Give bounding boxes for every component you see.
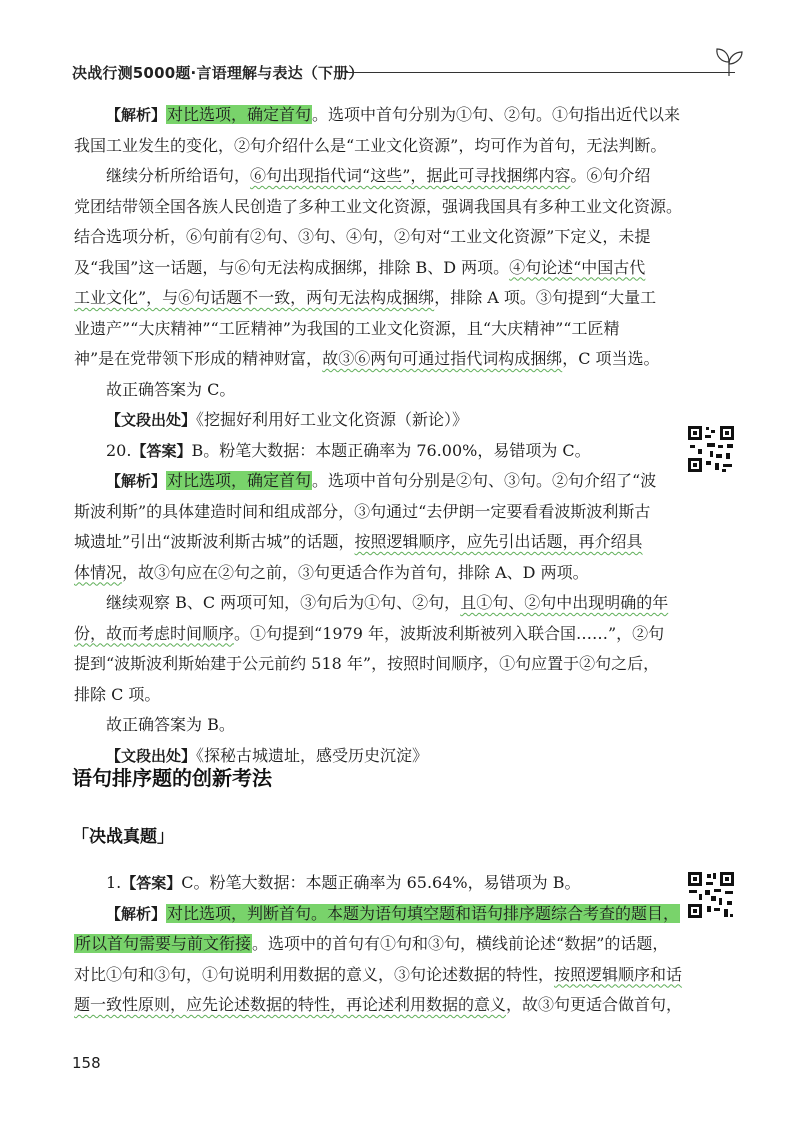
qr-code-icon[interactable] xyxy=(686,424,736,474)
main-content xyxy=(74,100,683,771)
q19-analysis-line: 我国工业发生的变化，②句介绍什么是“工业文化资源”，均可作为首句，无法判断。 xyxy=(74,135,667,155)
q20-paragraph-line: 排除 C 项。 xyxy=(74,684,161,704)
q20-analysis-line: 【解析】对比选项，确定首句。选项中首句分别是②句、③句。②句介绍了“波 xyxy=(106,471,657,490)
q20-analysis-line: 体情况，故③句应在②句之前，③句更适合作为首句，排除 A、D 两项。 xyxy=(74,562,589,582)
sprout-icon xyxy=(712,44,746,78)
q19-paragraph-line: 党团结带领全国各族人民创造了多种工业文化资源，强调我国具有多种工业文化资源。 xyxy=(74,196,683,216)
q19-analysis-line: 【解析】对比选项，确定首句。选项中首句分别为①句、②句。①句指出近代以来 xyxy=(106,105,681,124)
section-title: 语句排序题的创新考法 xyxy=(72,766,272,790)
q20-analysis-line: 城遗址”引出“波斯波利斯古城”的话题，按照逻辑顺序，应先引出话题，再介绍具 xyxy=(74,532,643,551)
q19-source: 【文段出处】《挖掘好利用好工业文化资源（新论）》 xyxy=(106,410,469,429)
q20-analysis-line: 斯波利斯”的具体建造时间和组成部分，③句通过“去伊朗一定要看看波斯波利斯古 xyxy=(74,501,651,521)
q1-analysis-line: 对比①句和③句，①句说明利用数据的意义，③句论述数据的特性，按照逻辑顺序和话 xyxy=(74,964,683,984)
q19-paragraph-line: 及“我国”这一话题，与⑥句无法构成捆绑，排除 B、D 两项。④句论述“中国古代 xyxy=(74,257,646,277)
q1-analysis-line: 题一致性原则，应先论述数据的特性，再论述利用数据的意义，故③句更适合做首句， xyxy=(74,995,683,1014)
q20-paragraph-line: 份，故而考虑时间顺序。①句提到“1979 年，波斯波利斯被列入联合国……”，②句 xyxy=(74,623,665,643)
q20-paragraph-line: 提到“波斯波利斯始建于公元前约 518 年”，按照时间顺序，①句应置于②句之后， xyxy=(74,654,660,673)
q19-paragraph-line: 继续分析所给语句，⑥句出现指代词“这些”，据此可寻找捆绑内容。⑥句介绍 xyxy=(106,166,651,185)
qr-code-icon[interactable] xyxy=(686,870,736,920)
q20-answer: 故正确答案为 B。 xyxy=(106,715,235,734)
q20-answer-line: 20.【答案】B。粉笔大数据：本题正确率为 76.00%，易错项为 C。 xyxy=(106,440,591,460)
q19-paragraph-line: 结合选项分析，⑥句前有②句、③句、④句，②句对“工业文化资源”下定义，未提 xyxy=(74,227,651,246)
header-rule xyxy=(345,72,735,73)
q1-analysis-line: 所以首句需要与前文衔接。选项中的首句有①句和③句，横线前论述“数据”的话题， xyxy=(75,934,669,953)
q20-paragraph-line: 继续观察 B、C 两项可知，③句后为①句、②句，且①句、②句中出现明确的年 xyxy=(106,593,669,612)
q19-answer: 故正确答案为 C。 xyxy=(106,379,236,399)
page-number: 158 xyxy=(72,1054,101,1072)
book-title: 决战行测5000题·言语理解与表达（下册） xyxy=(72,64,364,82)
q19-paragraph-line: 业遗产”“大庆精神”“工匠精神”为我国的工业文化资源，且“大庆精神”“工匠精 xyxy=(74,318,620,338)
q1-content xyxy=(74,868,683,1021)
q19-paragraph-line: 神”是在党带领下形成的精神财富，故③⑥两句可通过指代词构成捆绑，C 项当选。 xyxy=(74,349,660,368)
q19-paragraph-line: 工业文化”，与⑥句话题不一致，两句无法构成捆绑，排除 A 项。③句提到“大量工 xyxy=(74,288,657,307)
q1-answer-line: 1.【答案】C。粉笔大数据：本题正确率为 65.64%，易错项为 B。 xyxy=(106,873,581,892)
q20-source: 【文段出处】《探秘古城遗址，感受历史沉淀》 xyxy=(106,745,429,765)
section-subtitle: 「决战真题」 xyxy=(72,827,174,847)
page-header xyxy=(70,52,750,82)
q1-analysis-line: 【解析】对比选项，判断首句。本题为语句填空题和语句排序题综合考查的题目， xyxy=(106,903,680,923)
